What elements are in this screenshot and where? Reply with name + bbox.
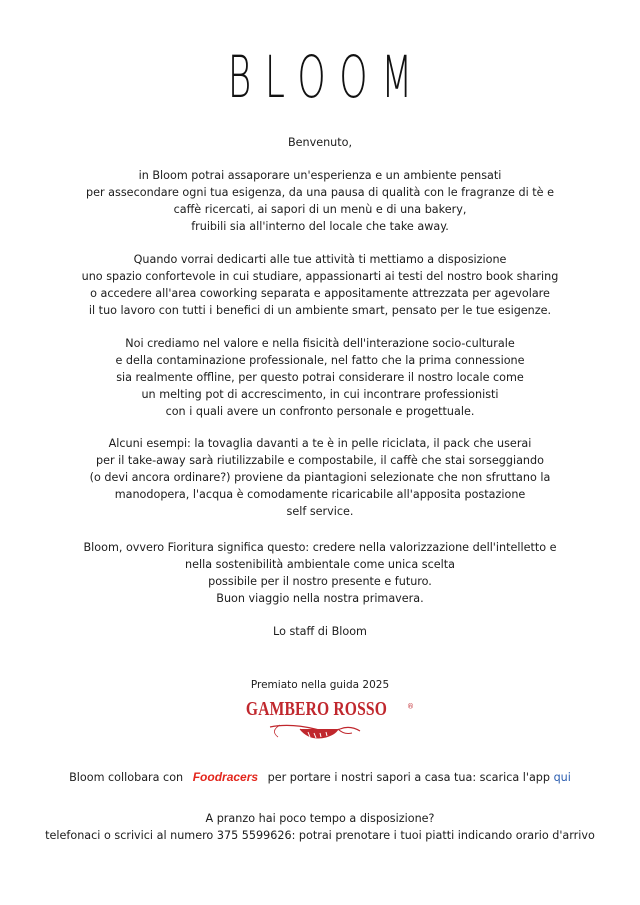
bloom-logo: BLOOM xyxy=(227,43,426,111)
signature xyxy=(0,623,640,640)
lunch-contact: telefonaci o scrivici al numero 375 5599626: potrai prenotare i tuoi piatti indicando orario d'arrivo xyxy=(45,829,595,842)
paragraph-line: fruibili sia all'interno del locale che take away. xyxy=(191,220,449,233)
paragraph-line: un melting pot di accrescimento, in cui incontrare professionisti xyxy=(141,388,499,401)
paragraph-line: self service. xyxy=(286,505,354,518)
lunch-info xyxy=(0,810,640,844)
paragraph-values xyxy=(0,335,640,420)
paragraph-line: in Bloom potrai assaporare un'esperienza e un ambiente pensati xyxy=(138,169,502,182)
collab-text-after: per portare i nostri sapori a casa tua: scarica l'app xyxy=(267,771,550,784)
paragraph-line: sia realmente offline, per questo potrai considerare il nostro locale come xyxy=(116,371,524,384)
paragraph-line: uno spazio confortevole in cui studiare, appassionarti ai testi del nostro book sharing xyxy=(81,270,559,283)
award-caption xyxy=(0,677,640,694)
paragraph-line: possibile per il nostro presente e futuro. xyxy=(208,575,432,588)
paragraph-line: manodopera, l'acqua è comodamente ricaricabile all'apposita postazione xyxy=(114,488,526,501)
paragraph-meaning xyxy=(0,539,640,607)
paragraph-line: Quando vorrai dedicarti alle tue attività ti mettiamo a disposizione xyxy=(133,253,507,266)
greeting xyxy=(0,134,640,151)
paragraph-line: per il take-away sarà riutilizzabile e compostabile, il caffè che stai sorseggiando xyxy=(96,454,544,467)
gambero-rosso-logo xyxy=(0,698,640,743)
award-text: Premiato nella guida 2025 xyxy=(250,679,390,691)
paragraph-intro xyxy=(0,167,640,235)
shrimp-icon xyxy=(260,721,380,743)
paragraph-line: caffè ricercati, ai sapori di un menù e di una bakery, xyxy=(173,203,467,216)
paragraph-spaces xyxy=(0,251,640,319)
paragraph-line: o accedere all'area coworking separata e appositamente attrezzata per agevolare xyxy=(90,287,550,300)
paragraph-line: Buon viaggio nella nostra primavera. xyxy=(216,592,424,605)
paragraph-line: Noi crediamo nel valore e nella fisicità dell'interazione socio-culturale xyxy=(125,337,515,350)
foodracers-collab xyxy=(0,770,640,784)
app-download-link[interactable]: qui xyxy=(553,771,571,784)
lunch-question: A pranzo hai poco tempo a disposizione? xyxy=(205,812,435,825)
paragraph-line: e della contaminazione professionale, nel fatto che la prima connessione xyxy=(115,354,525,367)
paragraph-line: Bloom, ovvero Fioritura significa questo: credere nella valorizzazione dell'intelletto e xyxy=(83,541,557,554)
paragraph-line: il tuo lavoro con tutti i benefici di un ambiente smart, pensato per le tue esigenze. xyxy=(88,304,552,317)
greeting-text: Benvenuto, xyxy=(287,136,353,149)
paragraph-line: Alcuni esempi: la tovaglia davanti a te è in pelle riciclata, il pack che userai xyxy=(108,437,532,450)
signature-text: Lo staff di Bloom xyxy=(273,625,367,638)
paragraph-line: per assecondare ogni tua esigenza, da una pausa di qualità con le fragranze di tè e xyxy=(86,186,554,199)
gambero-rosso-wordmark: GAMBERO ROSSO xyxy=(245,698,388,720)
paragraph-line: con i quali avere un confronto personale e progettuale. xyxy=(165,405,475,418)
paragraph-examples xyxy=(0,435,640,520)
collab-text-before: Bloom collobara con xyxy=(69,771,184,784)
registered-mark: ® xyxy=(406,702,414,711)
paragraph-line: (o devi ancora ordinare?) proviene da piantagioni selezionate che non sfruttano la xyxy=(89,471,551,484)
foodracers-logo: Foodracers xyxy=(192,770,259,784)
paragraph-line: nella sostenibilità ambientale come unica scelta xyxy=(185,558,455,571)
